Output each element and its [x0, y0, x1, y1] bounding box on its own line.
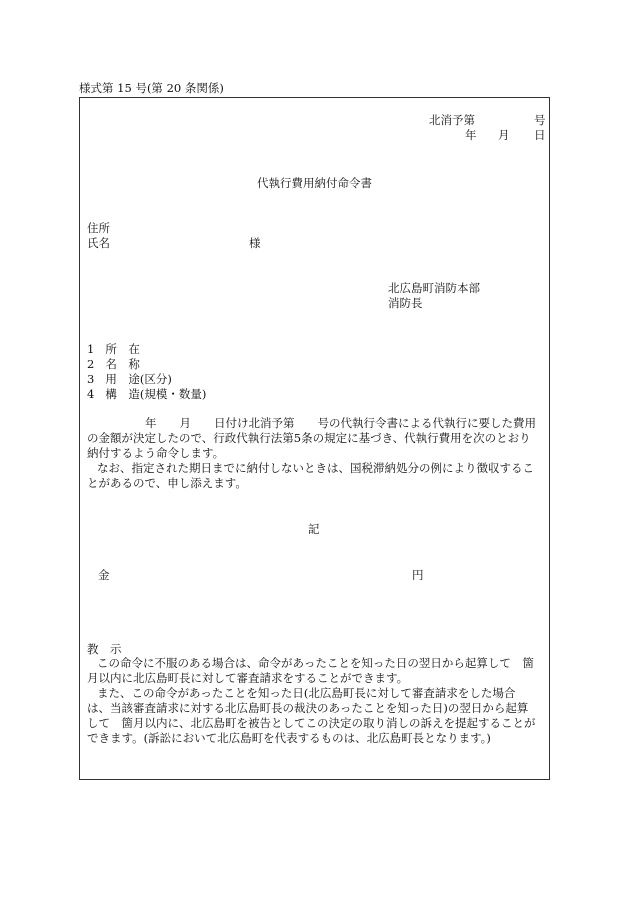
item-number: 2 — [87, 357, 95, 371]
body-paragraph-1-line-2: の金額が決定したので、行政代執行法第5条の規定に基づき、代執行費用を次のとおり — [87, 431, 531, 445]
item-number: 3 — [87, 372, 95, 386]
issuer-organization: 北広島町消防本部 — [388, 281, 480, 295]
address-label: 住所 — [87, 221, 110, 235]
instruction-heading: 教 示 — [87, 642, 122, 656]
instruction-line-3: また、この命令があったことを知った日(北広島町長に対して審査請求をした場合 — [97, 686, 516, 700]
item-2 — [87, 357, 140, 371]
item-1 — [87, 342, 140, 356]
name-label: 氏名 — [87, 236, 110, 250]
item-label: 所 在 — [105, 342, 140, 356]
item-4 — [87, 387, 206, 401]
item-3 — [87, 372, 172, 386]
body-paragraph-2-line-2: とがあるので、申し添えます。 — [87, 476, 247, 490]
doc-number-suffix: 号 — [534, 113, 546, 127]
date-year: 年 — [465, 128, 477, 142]
item-label: 名 称 — [105, 357, 140, 371]
instruction-line-1: この命令に不服のある場合は、命令があったことを知った日の翌日から起算して 箇 — [97, 656, 534, 670]
instruction-line-4: は、当該審査請求に対する北広島町長の裁決のあったことを知った日)の翌日から起算 — [87, 701, 529, 715]
amount-label: 金 — [98, 568, 110, 582]
body-paragraph-1-line-3: 納付するよう命令します。 — [87, 446, 225, 460]
body-paragraph-2-line-1: なお、指定された期日までに納付しないときは、国税滞納処分の例により徴収するこ — [97, 461, 534, 475]
amount-unit: 円 — [412, 568, 424, 582]
doc-number-prefix: 北消予第 — [429, 113, 475, 127]
date-day: 日 — [534, 128, 546, 142]
instruction-line-2: 月以内に北広島町長に対して審査請求をすることができます。 — [87, 671, 409, 685]
instruction-line-6: できます。(訴訟において北広島町を代表するものは、北広島町長となります。) — [87, 731, 491, 745]
instruction-line-5: して 箇月以内に、北広島町を被告としてこの決定の取り消しの訴えを提起することが — [87, 716, 536, 730]
body-paragraph-1-line-1: 年 月 日付け北消予第 号の代執行令書による代執行に要した費用 — [145, 416, 536, 430]
date-month: 月 — [498, 128, 510, 142]
issuer-position: 消防長 — [388, 296, 423, 310]
document-title: 代執行費用納付命令書 — [257, 176, 372, 190]
item-number: 1 — [87, 342, 95, 356]
item-label: 構 造(規模・数量) — [105, 387, 207, 401]
item-number: 4 — [87, 387, 95, 401]
ki-heading: 記 — [308, 522, 320, 536]
honorific: 様 — [249, 236, 261, 250]
item-label: 用 途(区分) — [105, 372, 172, 386]
form-number-label: 様式第 15 号(第 20 条関係) — [79, 81, 224, 95]
